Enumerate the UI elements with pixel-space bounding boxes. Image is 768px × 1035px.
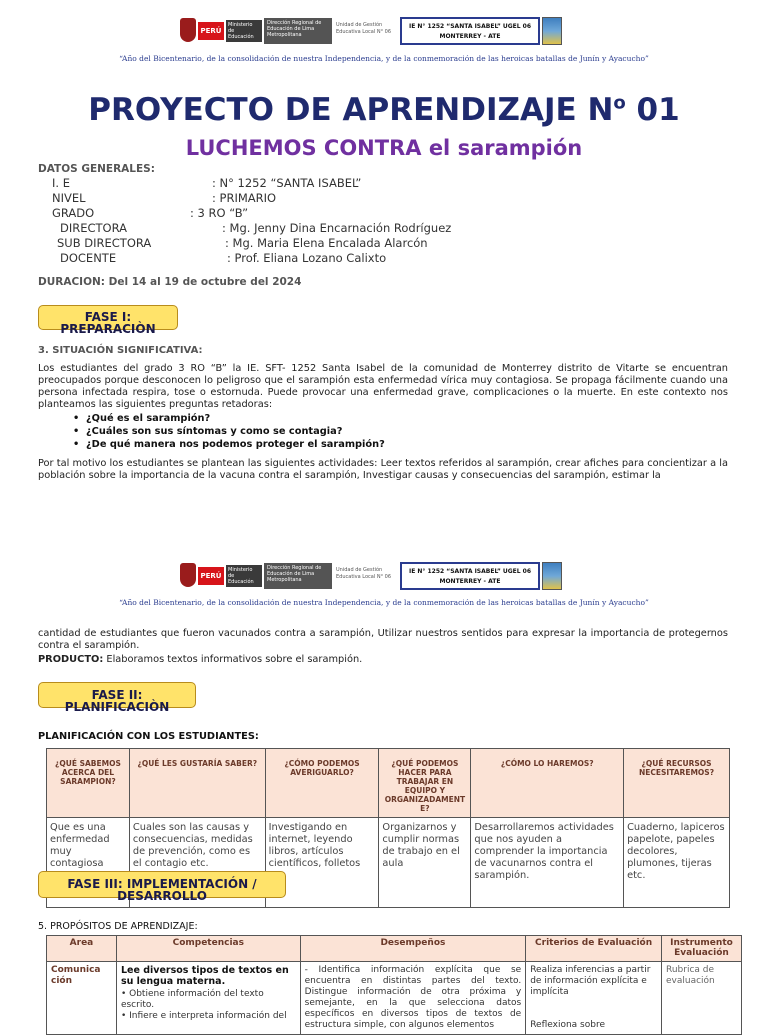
general-data-heading: DATOS GENERALES:: [38, 163, 155, 175]
planning-cell: Investigando en internet, leyendo libros, artículos científicos, folletos: [265, 818, 379, 908]
planning-col-header: ¿QUÉ RECURSOS NECESITAREMOS?: [624, 749, 730, 818]
planning-header-row: [47, 749, 730, 818]
purposes-col-header: Area: [47, 936, 117, 962]
planning-cell: Cuales son las causas y consecuencias, medidas de prevención, como es el contagio etc.: [129, 818, 265, 908]
phase-2-label: FASE II:: [91, 688, 143, 702]
product-text: Elaboramos textos informativos sobre el sarampión.: [103, 654, 363, 665]
year-motto: “Año del Bicentenario, de la consolidación de nuestra Independencia, y de la conmemoración de las heroicas batallas de Junín y Ayacucho”: [119, 598, 649, 607]
phase-3-label: FASE III: IMPLEMENTACIÓN /: [67, 877, 257, 891]
peru-shield-icon: [180, 563, 196, 587]
ministry-logo: Ministerio de Educación: [226, 565, 262, 587]
ministry-logo: Ministerio de Educación: [226, 20, 262, 42]
phase-2-title: PLANIFICACIÒN: [64, 700, 170, 714]
competence-item: • Obtiene información del texto escrito.: [120, 989, 264, 1010]
general-value-docente: : Prof. Eliana Lozano Calixto: [227, 251, 387, 265]
logo-strip: [176, 14, 564, 48]
year-motto: “Año del Bicentenario, de la consolidación de nuestra Independencia, y de la conmemoración de las heroicas batallas de Junín y Ayacucho”: [119, 54, 649, 63]
planning-cell: Desarrollaremos actividades que nos ayuden a comprender la importancia de vacunarnos contra el sarampión.: [471, 818, 624, 908]
activities-paragraph-2: cantidad de estudiantes que fueron vacunados contra a sarampión, Utilizar nuestros sentidos para expresar la importancia de protegernos contra el sarampión.: [38, 628, 728, 651]
planning-heading: PLANIFICACIÓN CON LOS ESTUDIANTES:: [38, 731, 259, 742]
ugel-logo: Unidad de Gestión Educativa Local N° 06: [336, 22, 392, 35]
performance-text: Identifica información explícita que se encuentra en distintas partes del texto. Distingue información de otra próxima y semejante, en la que selecciona datos específicos en diversos tipos de textos de estructura simple, con algunos elementos: [304, 965, 522, 1030]
duration: DURACION: Del 14 al 19 de octubre del 2024: [38, 276, 302, 288]
competence-item-text: Obtiene información del texto escrito.: [120, 989, 264, 1010]
planning-cell: Cuaderno, lapiceros papelote, papeles decolores, plumones, tijeras etc.: [624, 818, 730, 908]
table-row: [47, 962, 742, 1035]
question-item: • ¿Cuáles son sus síntomas y como se contagia?: [86, 425, 385, 438]
peru-logo: PERÚ: [198, 567, 224, 585]
area-cell: Comunica ción: [47, 962, 117, 1035]
planning-col-header: ¿QUÉ PODEMOS HACER PARA TRABAJAR EN EQUIPO Y ORGANIZADAMENT E?: [379, 749, 471, 818]
general-value-nivel: : PRIMARIO: [212, 191, 277, 205]
school-name-line2: MONTERREY - ATE: [439, 578, 501, 585]
purposes-table: [46, 935, 742, 1035]
situation-heading: 3. SITUACIÓN SIGNIFICATIVA:: [38, 345, 203, 356]
school-name-box: [400, 17, 540, 45]
school-crest-icon: [542, 562, 562, 590]
phase-1-badge: [38, 305, 178, 336]
general-value-directora: : Mg. Jenny Dina Encarnación Rodríguez: [222, 221, 452, 235]
project-title: [0, 92, 768, 128]
instrument-cell: Rubrica de evaluación: [661, 962, 741, 1035]
school-name-line2: MONTERREY - ATE: [439, 33, 501, 40]
general-label-nivel: NIVEL: [52, 191, 86, 205]
logo-strip: [176, 559, 564, 593]
school-crest-icon: [542, 17, 562, 45]
school-name-line1: IE N° 1252 “SANTA ISABEL” UGEL 06: [408, 568, 532, 575]
product-label: PRODUCTO:: [38, 654, 104, 665]
performance-cell: - Identifica información explícita que se encuentra en distintas partes del texto. Distingue información de otra próxima y semejante, en la que selecciona datos específicos en diversos tipos de textos de estructura simple, con algunos elementos: [300, 962, 526, 1035]
peru-logo: PERÚ: [198, 22, 224, 40]
school-name-line1: IE N° 1252 “SANTA ISABEL” UGEL 06: [408, 23, 532, 30]
general-label-directora: DIRECTORA: [60, 221, 128, 235]
title-number: 01: [625, 92, 680, 128]
competence-title: Lee diversos tipos de textos en su lengua materna.: [120, 965, 289, 987]
general-value-grado: : 3 RO “B”: [190, 206, 249, 220]
general-label-grado: GRADO: [52, 206, 95, 220]
purposes-heading: 5. PROPÓSITOS DE APRENDIZAJE:: [38, 921, 198, 932]
title-sup: o: [613, 92, 626, 114]
general-value-subdirectora: : Mg. Maria Elena Encalada Alarcón: [225, 236, 428, 250]
planning-col-header: ¿CÓMO LO HAREMOS?: [471, 749, 624, 818]
phase-1-title: PREPARACIÒN: [60, 322, 156, 336]
school-name-box: [400, 562, 540, 590]
peru-shield-icon: [180, 18, 196, 42]
competence-item-text: Infiere e interpreta información del: [129, 1011, 287, 1021]
planning-col-header: ¿CÓMO PODEMOS AVERIGUARLO?: [265, 749, 379, 818]
project-subtitle: LUCHEMOS CONTRA el sarampión: [185, 136, 583, 160]
purposes-col-header: Criterios de Evaluación: [526, 936, 662, 962]
planning-cell: Que es una enfermedad muy contagiosa: [47, 818, 130, 908]
criteria-item: Realiza inferencias a partir de información explícita e implícita: [530, 965, 651, 997]
questions-list: [86, 412, 385, 451]
planning-cell: Organizarnos y cumplir normas de trabajo en el aula: [379, 818, 471, 908]
question-item: • ¿Qué es el sarampión?: [86, 412, 385, 425]
phase-2-badge: [38, 682, 196, 714]
competence-cell: [116, 962, 300, 1035]
planning-col-header: ¿QUÉ SABEMOS ACERCA DEL SARAMPION?: [47, 749, 130, 818]
purposes-col-header: Competencias: [116, 936, 300, 962]
planning-col-header: ¿QUÉ LES GUSTARÍA SABER?: [129, 749, 265, 818]
dre-logo: Dirección Regional de Educación de Lima Metropolitana: [264, 563, 332, 589]
purposes-col-header: Desempeños: [300, 936, 526, 962]
question-item: • ¿De qué manera nos podemos proteger el sarampión?: [86, 438, 385, 451]
criteria-cell: [526, 962, 662, 1035]
phase-3-title: DESARROLLO: [117, 889, 207, 903]
phase-3-badge: [38, 871, 286, 903]
purposes-col-header: Instrumento Evaluación: [661, 936, 741, 962]
phase-1-label: FASE I:: [84, 310, 132, 324]
competence-item: • Infiere e interpreta información del: [120, 1011, 287, 1021]
dre-logo: Dirección Regional de Educación de Lima Metropolitana: [264, 18, 332, 44]
title-text: PROYECTO DE APRENDIZAJE N: [88, 92, 614, 128]
product-line: [38, 654, 728, 666]
general-label-ie: I. E: [52, 176, 70, 190]
general-value-ie: : N° 1252 “SANTA ISABEL”: [212, 176, 362, 190]
ugel-logo: Unidad de Gestión Educativa Local N° 06: [336, 567, 392, 580]
criteria-item: Reflexiona sobre: [530, 1020, 605, 1030]
purposes-header-row: [47, 936, 742, 962]
general-label-subdirectora: SUB DIRECTORA: [57, 236, 152, 250]
general-label-docente: DOCENTE: [60, 251, 117, 265]
activities-paragraph-1: Por tal motivo los estudiantes se plantean las siguientes actividades: Leer textos referidos al sarampión, crear afiches para concientizar a la población sobre la importancia de la vacuna contra el sarampión, Investigar causas y consecuencias del sarampión, estimar la: [38, 458, 728, 481]
situation-paragraph: Los estudiantes del grado 3 RO “B” la IE. SFT- 1252 Santa Isabel de la comunidad de Monterrey distrito de Vitarte se encuentran preocupados porque desconocen lo peligroso que el sarampión esta enfermedad vírica muy contagiosa. Se propaga fácilmente cuando una persona infectada respira, tose o estornuda. Puede provocar una enfermedad grave, complicaciones o la muerte. En este contexto nos planteamos las siguientes preguntas retadoras:: [38, 363, 728, 410]
